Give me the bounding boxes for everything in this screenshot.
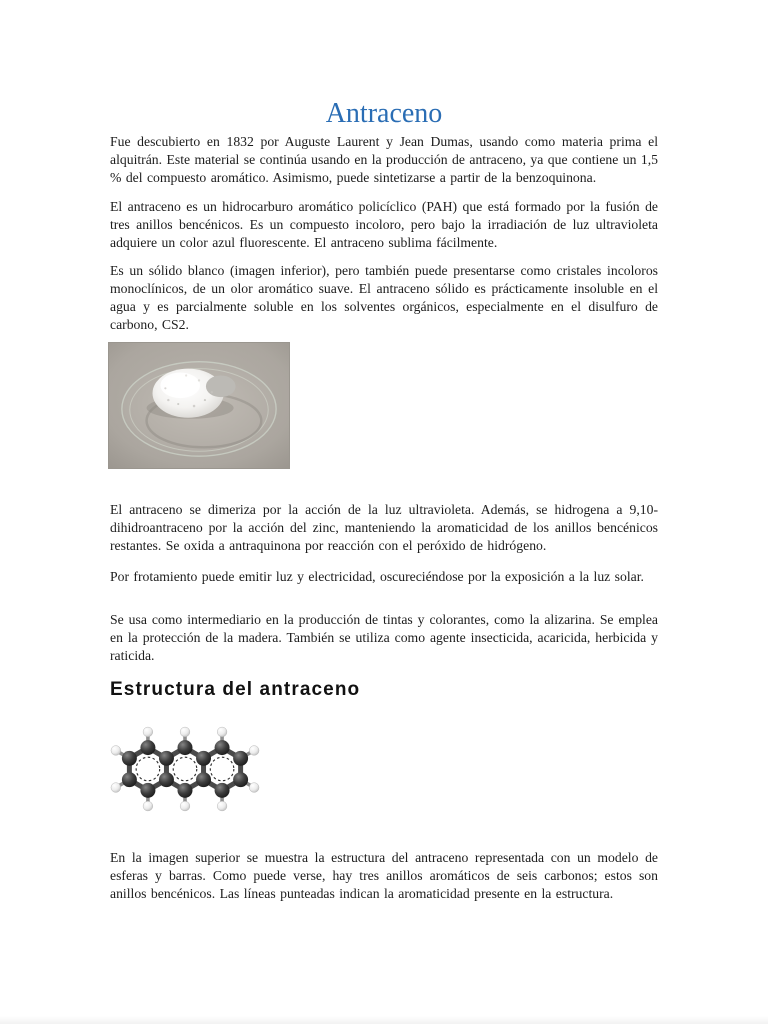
paragraph-pah-description: El antraceno es un hidrocarburo aromático policíclico (PAH) que está formado por la fusión de tres anillos bencénicos. Es un compuesto incoloro, pero bajo la irradiación de luz ultravioleta adquiere un color azul fluorescente. El antraceno sublima fácilmente.: [110, 199, 658, 250]
paragraph-discovery: Fue descubierto en 1832 por Auguste Laurent y Jean Dumas, usando como materia prima el alquitrán. Este material se continúa usando en la producción de antraceno, ya que contiene un 1,5 % del compuesto aromático. Asimismo, puede sintetizarse a partir de la benzoquinona.: [110, 134, 658, 185]
paragraph-reactions: El antraceno se dimeriza por la acción de la luz ultravioleta. Además, se hidrogena a 9,10-dihidroantraceno por la acción del zinc, manteniendo la aromaticidad de los anillos bencénicos restantes. Se oxida a antraquinona por reacción con el peróxido de hidrógeno.: [110, 502, 658, 553]
page-bottom-edge: [0, 1016, 768, 1024]
anthracene-molecule-model: [108, 724, 262, 814]
paragraph-uses: Se usa como intermediario en la producción de tintas y colorantes, como la alizarina. Se emplea en la protección de la madera. También se utiliza como agente insecticida, acaricida, herbicida y raticida.: [110, 612, 658, 663]
paragraph-solid-properties: Es un sólido blanco (imagen inferior), pero también puede presentarse como cristales incoloros monoclínicos, de un olor aromático suave. El antraceno sólido es prácticamente insoluble en el agua y es parcialmente soluble en los solventes orgánicos, especialmente en el disulfuro de carbono, CS2.: [110, 263, 658, 332]
paragraph-triboluminescence: Por frotamiento puede emitir luz y electricidad, oscureciéndose por la exposición a la luz solar.: [110, 569, 644, 584]
powder-photo-graphic: [109, 343, 289, 468]
anthracene-powder-photo: [108, 342, 290, 469]
paragraph-structure-description: En la imagen superior se muestra la estructura del antraceno representada con un modelo de esferas y barras. Como puede verse, hay tres anillos aromáticos de seis carbonos; estos son anillos bencénicos. Las líneas punteadas indican la aromaticidad presente en la estructura.: [110, 850, 658, 901]
molecule-graphic: [108, 724, 262, 814]
page-title: Antraceno: [325, 98, 443, 129]
section-heading-structure: Estructura del antraceno: [110, 679, 361, 700]
